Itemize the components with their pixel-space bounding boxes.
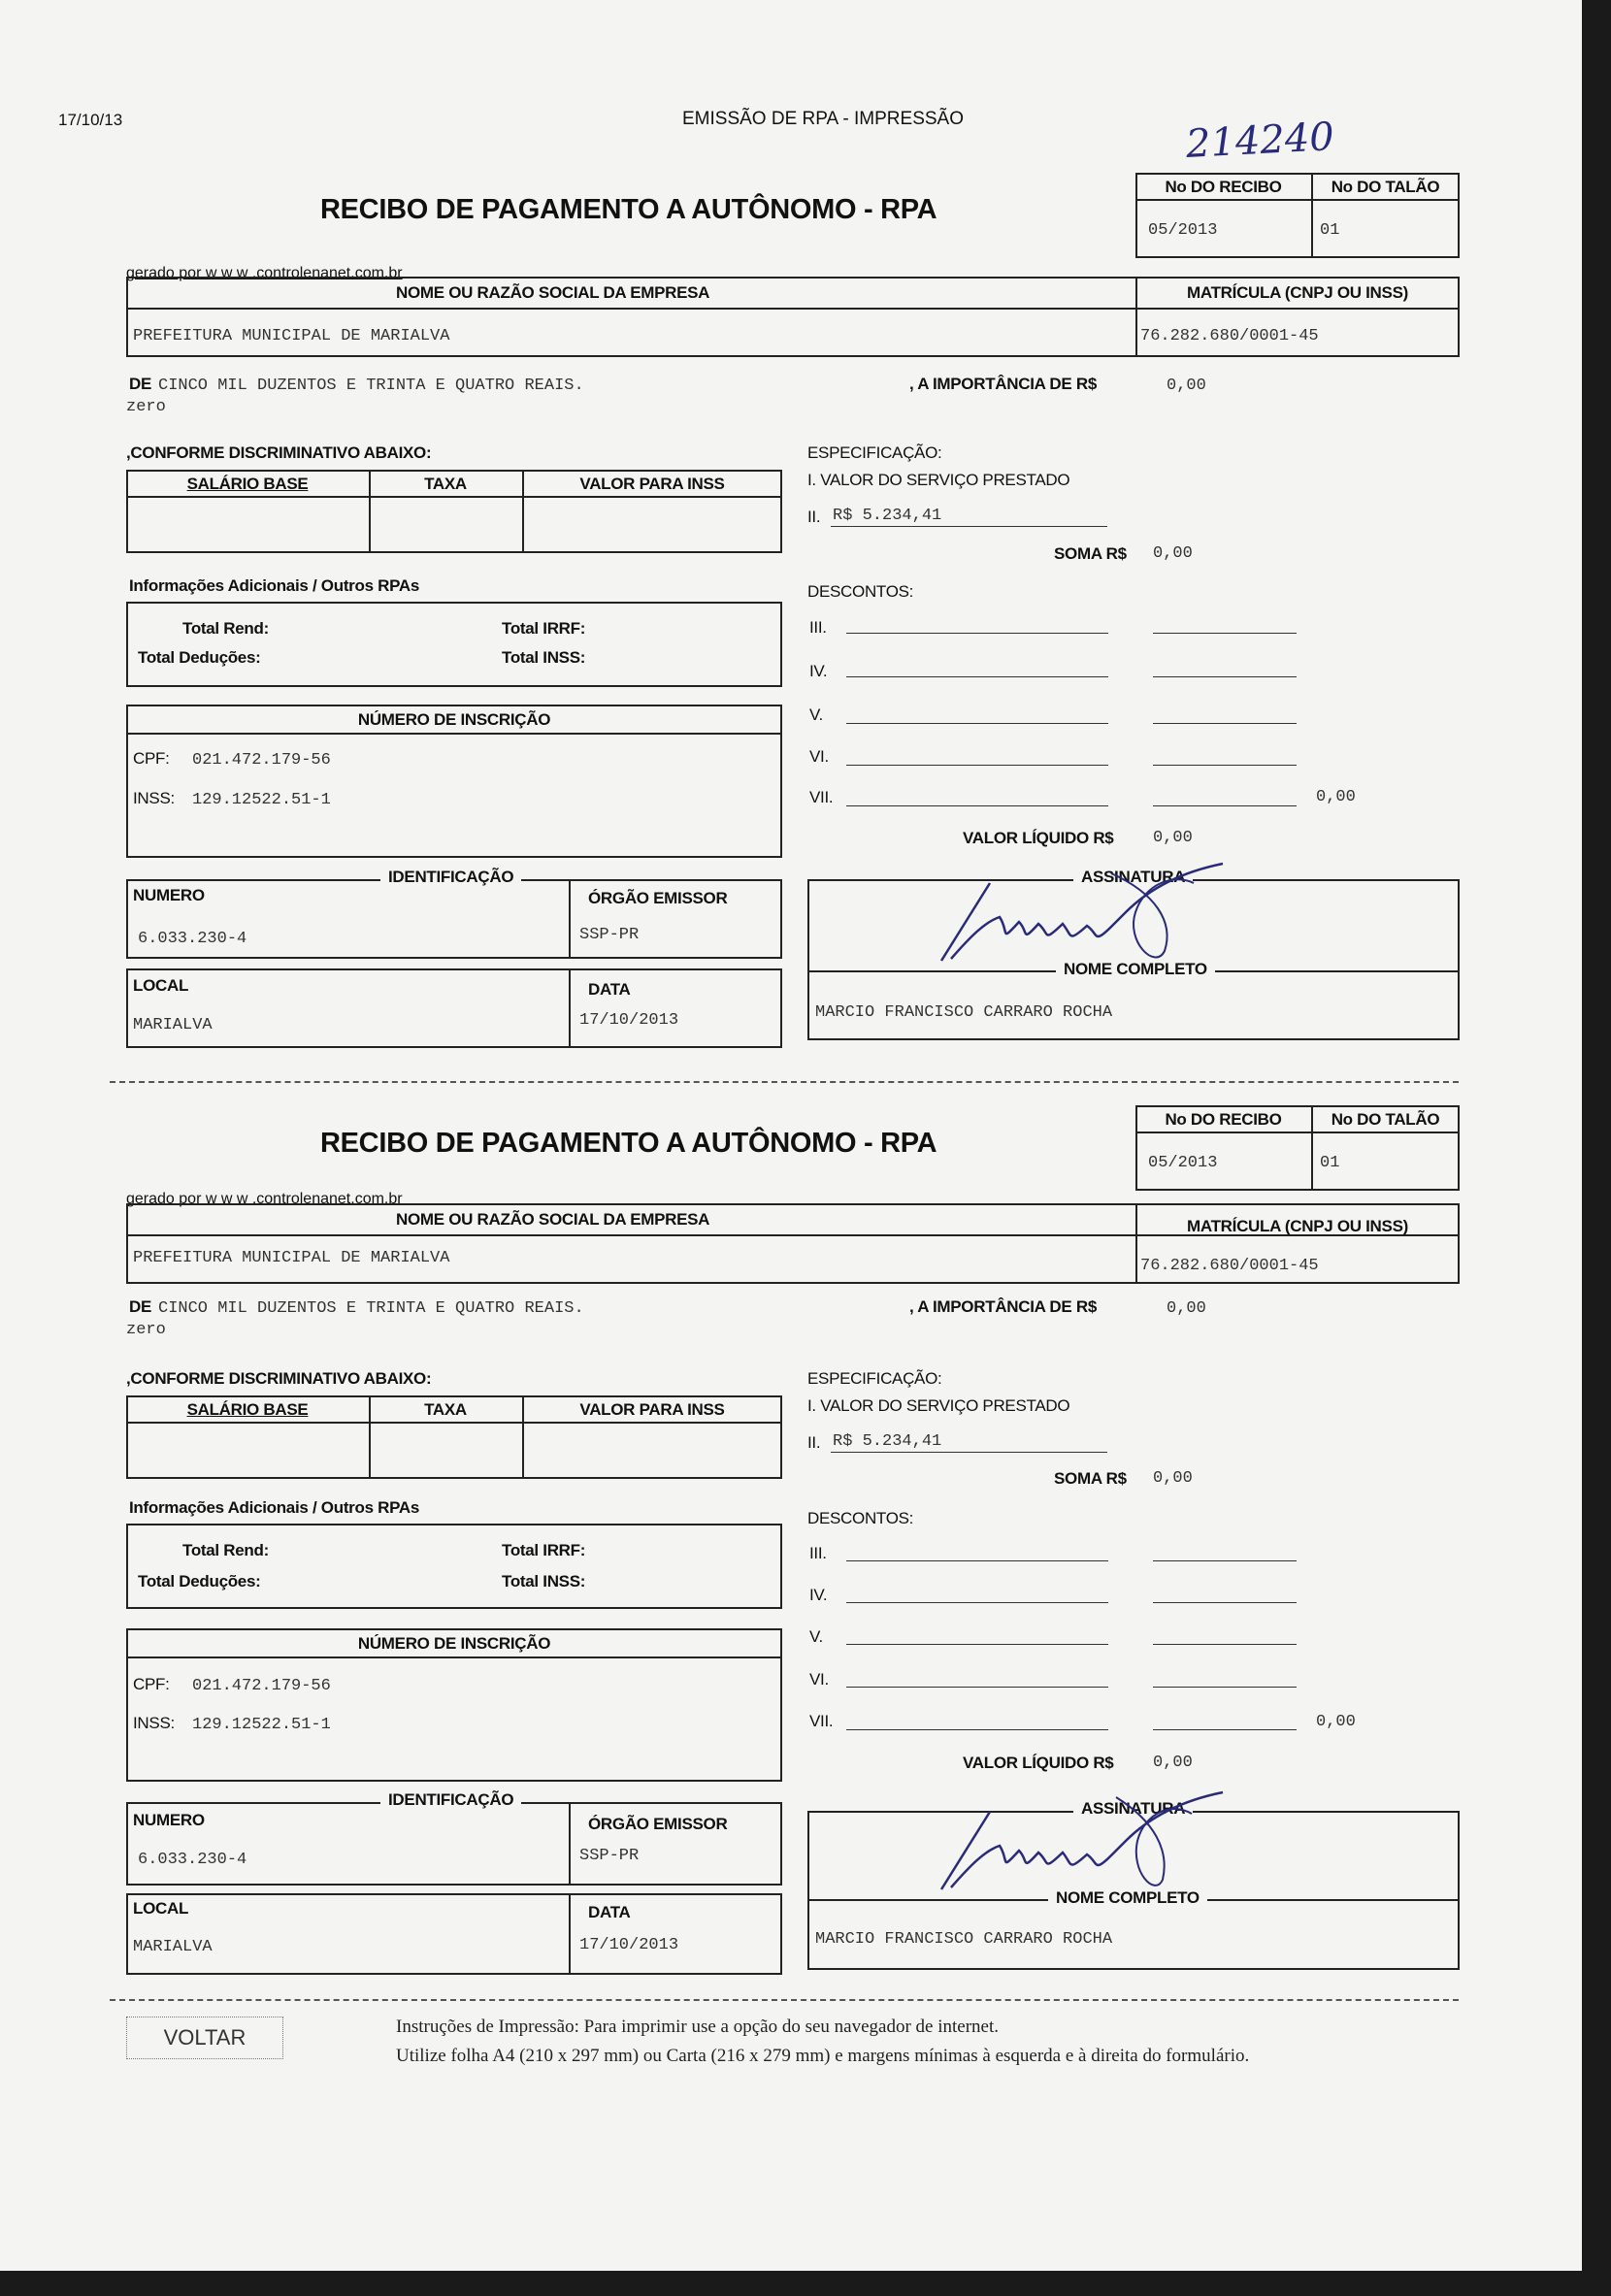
item-v-label: V. <box>809 705 823 724</box>
matricula-value: 76.282.680/0001-45 <box>1140 1257 1319 1275</box>
numero-label: NUMERO <box>133 886 205 904</box>
numero-value: 6.033.230-4 <box>138 1851 247 1869</box>
recibo-no-value: 05/2013 <box>1148 1154 1218 1172</box>
info-adicionais-label: Informações Adicionais / Outros RPAs <box>129 576 420 595</box>
talao-no-label: No DO TALÃO <box>1331 1110 1440 1129</box>
recibo-no-label: No DO RECIBO <box>1165 1110 1282 1129</box>
valor-inss-header: VALOR PARA INSS <box>579 475 725 493</box>
local-label: LOCAL <box>133 976 189 995</box>
numero-value: 6.033.230-4 <box>138 930 247 948</box>
conforme-label: ,CONFORME DISCRIMINATIVO ABAIXO: <box>126 443 432 462</box>
inss-label: INSS: <box>133 1714 175 1732</box>
taxa-header: TAXA <box>424 1400 467 1419</box>
company-name: PREFEITURA MUNICIPAL DE MARIALVA <box>133 1249 450 1267</box>
company-label: NOME OU RAZÃO SOCIAL DA EMPRESA <box>396 1210 710 1229</box>
receipt-copy-2 <box>0 929 1582 2006</box>
data-value: 17/10/2013 <box>579 1011 679 1030</box>
local-value: MARIALVA <box>133 1016 213 1034</box>
receipt-title: RECIBO DE PAGAMENTO A AUTÔNOMO - RPA <box>320 194 937 225</box>
data-label: DATA <box>588 980 631 999</box>
item-iii-label: III. <box>809 618 827 637</box>
especificacao-label: ESPECIFICAÇÃO: <box>807 1369 942 1388</box>
valor-liquido-label: VALOR LÍQUIDO R$ <box>963 829 1114 847</box>
importancia-value: 0,00 <box>1167 377 1206 395</box>
salario-base-header: SALÁRIO BASE <box>186 475 309 493</box>
local-box <box>126 1893 782 1975</box>
signature-image <box>932 1783 1242 1899</box>
identificacao-label: IDENTIFICAÇÃO <box>380 1790 521 1810</box>
data-value: 17/10/2013 <box>579 1936 679 1954</box>
print-instructions-2: Utilize folha A4 (210 x 297 mm) ou Carta (216 x 279 mm) e margens mínimas à esquerda e à direita do formulário. <box>396 2046 1250 2066</box>
totals-box <box>126 602 782 687</box>
cpf-value: 021.472.179-56 <box>192 1677 331 1695</box>
item-vii-label: VII. <box>809 1712 834 1730</box>
de-label: DE <box>129 375 152 393</box>
full-name: MARCIO FRANCISCO CARRARO ROCHA <box>815 1003 1113 1022</box>
vii-value: 0,00 <box>1316 788 1356 806</box>
valor-liquido-value: 0,00 <box>1153 829 1193 847</box>
print-date: 17/10/13 <box>58 111 123 129</box>
company-name: PREFEITURA MUNICIPAL DE MARIALVA <box>133 327 450 345</box>
handwritten-number: 214240 <box>1184 115 1335 167</box>
talao-no-value: 01 <box>1320 221 1340 240</box>
item-iii-label: III. <box>809 1544 827 1562</box>
soma-label: SOMA R$ <box>1054 1469 1127 1488</box>
soma-label: SOMA R$ <box>1054 544 1127 563</box>
taxa-header: TAXA <box>424 475 467 493</box>
nome-completo-label: NOME COMPLETO <box>1048 1888 1207 1908</box>
especificacao-label: ESPECIFICAÇÃO: <box>807 443 942 462</box>
matricula-value: 76.282.680/0001-45 <box>1140 327 1319 345</box>
orgao-value: SSP-PR <box>579 1847 640 1865</box>
item-ii-value: R$ 5.234,41 <box>833 507 942 525</box>
print-instructions-1: Instruções de Impressão: Para imprimir use a opção do seu navegador de internet. <box>396 2017 999 2037</box>
total-deducoes-label: Total Deduções: <box>138 648 261 667</box>
item-ii-label: II. <box>807 508 821 526</box>
inscricao-label: NÚMERO DE INSCRIÇÃO <box>357 710 551 729</box>
generated-by: gerado por w w w .controlenanet.com.br <box>126 265 403 281</box>
assinatura-label: ASSINATURA <box>1073 868 1193 887</box>
valor-liquido-label: VALOR LÍQUIDO R$ <box>963 1754 1114 1772</box>
local-label: LOCAL <box>133 1899 189 1918</box>
matricula-label: MATRÍCULA (CNPJ OU INSS) <box>1187 283 1408 302</box>
item-iv-label: IV. <box>809 1586 828 1604</box>
vii-value: 0,00 <box>1316 1713 1356 1731</box>
identificacao-label: IDENTIFICAÇÃO <box>380 868 521 887</box>
conforme-label: ,CONFORME DISCRIMINATIVO ABAIXO: <box>126 1369 432 1388</box>
orgao-value: SSP-PR <box>579 926 640 944</box>
importancia-label: , A IMPORTÂNCIA DE R$ <box>909 1297 1097 1316</box>
amount-words-2: zero <box>126 1321 166 1339</box>
total-irrf-label: Total IRRF: <box>502 1541 586 1559</box>
total-inss-label: Total INSS: <box>502 648 586 667</box>
total-irrf-label: Total IRRF: <box>502 619 586 638</box>
total-rend-label: Total Rend: <box>182 1541 269 1559</box>
item-vi-label: VI. <box>809 747 829 766</box>
amount-words-2: zero <box>126 398 166 416</box>
inscricao-label: NÚMERO DE INSCRIÇÃO <box>357 1634 551 1653</box>
back-button[interactable]: VOLTAR <box>126 2017 283 2059</box>
inss-label: INSS: <box>133 789 175 807</box>
amount-words: CINCO MIL DUZENTOS E TRINTA E QUATRO REAIS. <box>158 377 584 395</box>
item-ii-value: R$ 5.234,41 <box>833 1432 942 1451</box>
generated-by: gerado por w w w .controlenanet.com.br <box>126 1191 403 1207</box>
assinatura-label: ASSINATURA <box>1073 1799 1193 1819</box>
data-label: DATA <box>588 1903 631 1921</box>
descontos-label: DESCONTOS: <box>807 582 914 601</box>
inss-value: 129.12522.51-1 <box>192 1716 331 1734</box>
receipt-copy-1 <box>0 0 1582 1077</box>
page-heading: EMISSÃO DE RPA - IMPRESSÃO <box>682 109 964 129</box>
nome-completo-label: NOME COMPLETO <box>1056 960 1215 979</box>
cpf-label: CPF: <box>133 1675 170 1693</box>
full-name: MARCIO FRANCISCO CARRARO ROCHA <box>815 1930 1113 1949</box>
total-inss-label: Total INSS: <box>502 1572 586 1591</box>
importancia-value: 0,00 <box>1167 1299 1206 1318</box>
descontos-label: DESCONTOS: <box>807 1509 914 1527</box>
orgao-label: ÓRGÃO EMISSOR <box>588 1815 728 1833</box>
talao-no-label: No DO TALÃO <box>1331 178 1440 196</box>
inss-value: 129.12522.51-1 <box>192 791 331 809</box>
item-vii-label: VII. <box>809 788 834 806</box>
numero-label: NUMERO <box>133 1811 205 1829</box>
amount-words: CINCO MIL DUZENTOS E TRINTA E QUATRO REAIS. <box>158 1299 584 1318</box>
item-i-label: I. VALOR DO SERVIÇO PRESTADO <box>807 1396 1070 1415</box>
footer-divider <box>110 1999 1459 2001</box>
salario-base-header: SALÁRIO BASE <box>186 1400 309 1419</box>
de-label: DE <box>129 1297 152 1316</box>
soma-value: 0,00 <box>1153 1469 1193 1488</box>
talao-no-value: 01 <box>1320 1154 1340 1172</box>
item-vi-label: VI. <box>809 1670 829 1689</box>
receipt-title: RECIBO DE PAGAMENTO A AUTÔNOMO - RPA <box>320 1128 937 1159</box>
recibo-no-label: No DO RECIBO <box>1165 178 1282 196</box>
importancia-label: , A IMPORTÂNCIA DE R$ <box>909 375 1097 393</box>
item-i-label: I. VALOR DO SERVIÇO PRESTADO <box>807 471 1070 489</box>
item-v-label: V. <box>809 1627 823 1646</box>
recibo-no-value: 05/2013 <box>1148 221 1218 240</box>
item-iv-label: IV. <box>809 662 828 680</box>
total-rend-label: Total Rend: <box>182 619 269 638</box>
total-deducoes-label: Total Deduções: <box>138 1572 261 1591</box>
matricula-label: MATRÍCULA (CNPJ OU INSS) <box>1187 1217 1408 1235</box>
company-label: NOME OU RAZÃO SOCIAL DA EMPRESA <box>396 283 710 302</box>
cpf-label: CPF: <box>133 749 170 768</box>
info-adicionais-label: Informações Adicionais / Outros RPAs <box>129 1498 420 1517</box>
valor-liquido-value: 0,00 <box>1153 1754 1193 1772</box>
valor-inss-header: VALOR PARA INSS <box>579 1400 725 1419</box>
soma-value: 0,00 <box>1153 544 1193 563</box>
cpf-value: 021.472.179-56 <box>192 751 331 770</box>
totals-box <box>126 1524 782 1609</box>
orgao-label: ÓRGÃO EMISSOR <box>588 889 728 907</box>
local-value: MARIALVA <box>133 1938 213 1956</box>
item-ii-label: II. <box>807 1433 821 1452</box>
